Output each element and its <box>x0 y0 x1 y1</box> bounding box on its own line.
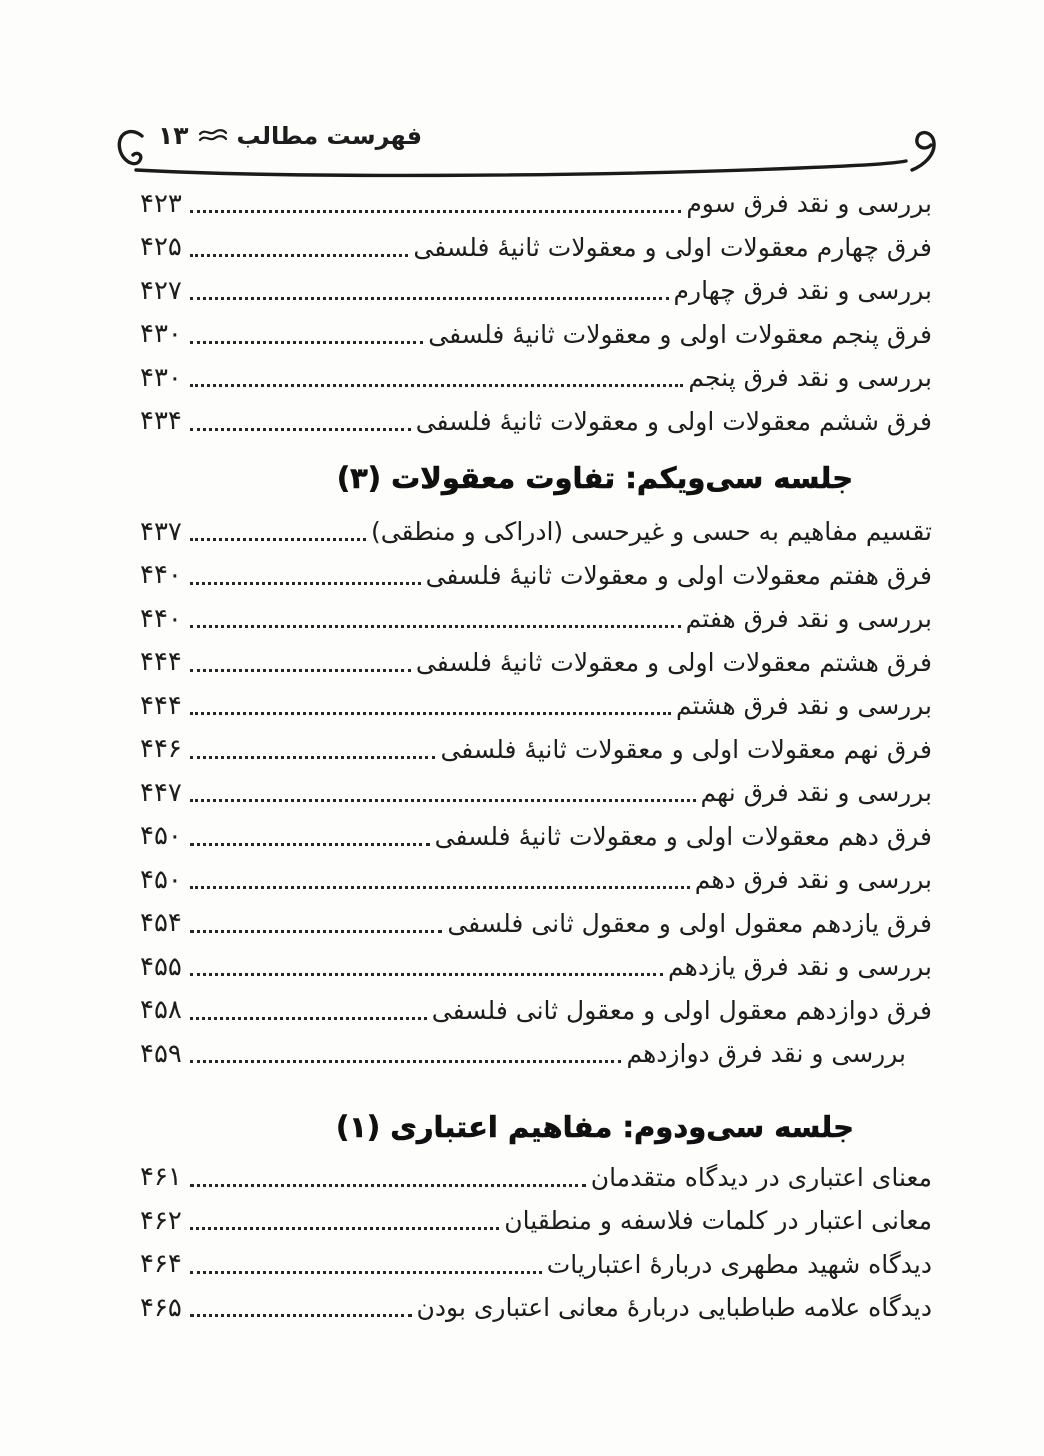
toc-entry-page-number: ۴۴۰ <box>140 603 182 634</box>
toc-entry-row <box>140 1286 932 1330</box>
dotted-leader <box>190 297 669 300</box>
toc-entry-page-number: ۴۲۵ <box>140 232 182 263</box>
dotted-leader <box>190 428 411 431</box>
dotted-leader <box>190 1184 586 1187</box>
toc-entry-page-number: ۴۴۴ <box>140 690 182 721</box>
toc-entry-row <box>140 269 932 313</box>
header-title: فهرست مطالب <box>236 121 423 150</box>
section-heading: جلسه سی‌ودوم: مفاهیم اعتباری (۱) <box>335 1109 855 1144</box>
toc-entry-title: بررسی و نقد فرق دهم <box>694 865 932 895</box>
toc-entry-title: فرق چهارم معقولات اولی و معقولات ثانیۀ فلسفی <box>413 232 932 262</box>
dotted-leader <box>190 1060 622 1063</box>
toc-entry-row <box>140 641 932 685</box>
dotted-leader <box>190 886 690 889</box>
toc-entry-row <box>140 597 932 641</box>
toc-entry-page-number: ۴۴۶ <box>140 734 182 765</box>
dotted-leader <box>190 538 366 541</box>
dotted-leader <box>190 341 423 344</box>
toc-entry-page-number: ۴۶۲ <box>140 1205 182 1236</box>
toc-entry-page-number: ۴۵۵ <box>140 951 182 982</box>
toc-entry-page-number: ۴۲۷ <box>140 275 182 306</box>
header-swash-icon <box>198 128 228 144</box>
toc-entry-row <box>140 1199 932 1243</box>
toc-entry-row <box>140 815 932 859</box>
toc-entry-title: دیدگاه علامه طباطبایی دربارۀ معانی اعتباری بودن <box>416 1293 932 1323</box>
toc-entry-page-number: ۴۵۰ <box>140 821 182 852</box>
toc-entry-title: معنای اعتباری در دیدگاه متقدمان <box>590 1162 932 1192</box>
toc-entry-page-number: ۴۳۴ <box>140 406 182 437</box>
dotted-leader <box>190 799 696 802</box>
toc-entry-page-number: ۴۵۴ <box>140 908 182 939</box>
toc-entry-page-number: ۴۴۷ <box>140 777 182 808</box>
toc-entry-title: بررسی و نقد فرق پنجم <box>688 363 932 393</box>
dotted-leader <box>190 210 681 213</box>
toc-entry-page-number: ۴۶۴ <box>140 1249 182 1280</box>
toc-entry-row <box>140 1243 932 1287</box>
toc-entry-title: فرق نهم معقولات اولی و معقولات ثانیۀ فلسفی <box>440 734 932 764</box>
dotted-leader <box>190 625 681 628</box>
toc-entry-title: بررسی و نقد فرق سوم <box>686 189 932 219</box>
toc-entry-page-number: ۴۲۳ <box>140 188 182 219</box>
toc-list <box>140 182 932 1330</box>
toc-entry-row <box>140 989 932 1033</box>
toc-entry-row <box>140 684 932 728</box>
rule-left-curl-ornament <box>119 132 142 164</box>
toc-entry-page-number: ۴۵۹ <box>140 1038 182 1069</box>
toc-entry-title: فرق دوازدهم معقول اولی و معقول ثانی فلسفی <box>431 995 932 1025</box>
rule-right-curl-ornament <box>912 133 934 170</box>
toc-entry-title: بررسی و نقد فرق یازدهم <box>668 952 932 982</box>
toc-entry-row <box>140 226 932 270</box>
toc-entry-row <box>140 858 932 902</box>
toc-entry-title: معانی اعتبار در کلمات فلاسفه و منطقیان <box>504 1206 932 1236</box>
toc-entry-title: بررسی و نقد فرق نهم <box>700 778 932 808</box>
toc-entry-row <box>140 1032 932 1076</box>
toc-entry-title: فرق ششم معقولات اولی و معقولات ثانیۀ فلسفی <box>415 406 932 436</box>
toc-entry-page-number: ۴۳۰ <box>140 319 182 350</box>
dotted-leader <box>190 1314 412 1317</box>
toc-entry-page-number: ۴۶۱ <box>140 1162 182 1193</box>
dotted-leader <box>190 843 430 846</box>
toc-entry-row <box>140 356 932 400</box>
toc-entry-title: فرق هشتم معقولات اولی و معقولات ثانیۀ فلسفی <box>415 647 932 677</box>
header-page-number: ۱۳ <box>158 121 189 150</box>
toc-entry-title: فرق پنجم معقولات اولی و معقولات ثانیۀ فلسفی <box>428 319 932 349</box>
toc-entry-row <box>140 554 932 598</box>
page-header <box>158 121 422 150</box>
dotted-leader <box>190 1227 499 1230</box>
toc-entry-title: بررسی و نقد فرق دوازدهم <box>626 1039 906 1069</box>
toc-entry-title: فرق هفتم معقولات اولی و معقولات ثانیۀ فلسفی <box>425 560 932 590</box>
dotted-leader <box>190 973 663 976</box>
toc-entry-row <box>140 1156 932 1200</box>
section-heading: جلسه سی‌ویکم: تفاوت معقولات (۳) <box>336 461 854 495</box>
toc-entry-page-number: ۴۳۷ <box>140 516 182 547</box>
toc-entry-title: بررسی و نقد فرق هشتم <box>675 691 932 721</box>
toc-entry-title: تقسیم مفاهیم به حسی و غیرحسی (ادراکی و منطقی) <box>370 517 932 547</box>
dotted-leader <box>190 1017 427 1020</box>
toc-entry-title: دیدگاه شهید مطهری دربارۀ اعتباریات <box>546 1249 932 1279</box>
toc-entry-row <box>140 400 932 444</box>
toc-entry-title: فرق دهم معقولات اولی و معقولات ثانیۀ فلسفی <box>434 821 932 851</box>
dotted-leader <box>190 756 436 759</box>
dotted-leader <box>190 384 683 387</box>
dotted-leader <box>190 712 671 715</box>
toc-entry-row <box>140 182 932 226</box>
toc-entry-page-number: ۴۵۸ <box>140 995 182 1026</box>
rule-line <box>136 161 906 175</box>
toc-entry-page-number: ۴۶۵ <box>140 1292 182 1323</box>
toc-entry-page-number: ۴۵۰ <box>140 864 182 895</box>
toc-entry-row <box>140 902 932 946</box>
toc-entry-page-number: ۴۴۰ <box>140 560 182 591</box>
toc-entry-row <box>140 728 932 772</box>
toc-entry-row <box>140 313 932 357</box>
dotted-leader <box>190 254 409 257</box>
dotted-leader <box>190 1271 542 1274</box>
dotted-leader <box>190 930 442 933</box>
toc-entry-page-number: ۴۳۰ <box>140 362 182 393</box>
toc-entry-title: بررسی و نقد فرق هفتم <box>685 604 932 634</box>
toc-entry-title: فرق یازدهم معقول اولی و معقول ثانی فلسفی <box>447 908 932 938</box>
dotted-leader <box>190 582 421 585</box>
toc-entry-page-number: ۴۴۴ <box>140 647 182 678</box>
toc-entry-row <box>140 771 932 815</box>
toc-entry-row <box>140 510 932 554</box>
dotted-leader <box>190 669 411 672</box>
toc-entry-title: بررسی و نقد فرق چهارم <box>673 276 932 306</box>
toc-entry-row <box>140 945 932 989</box>
